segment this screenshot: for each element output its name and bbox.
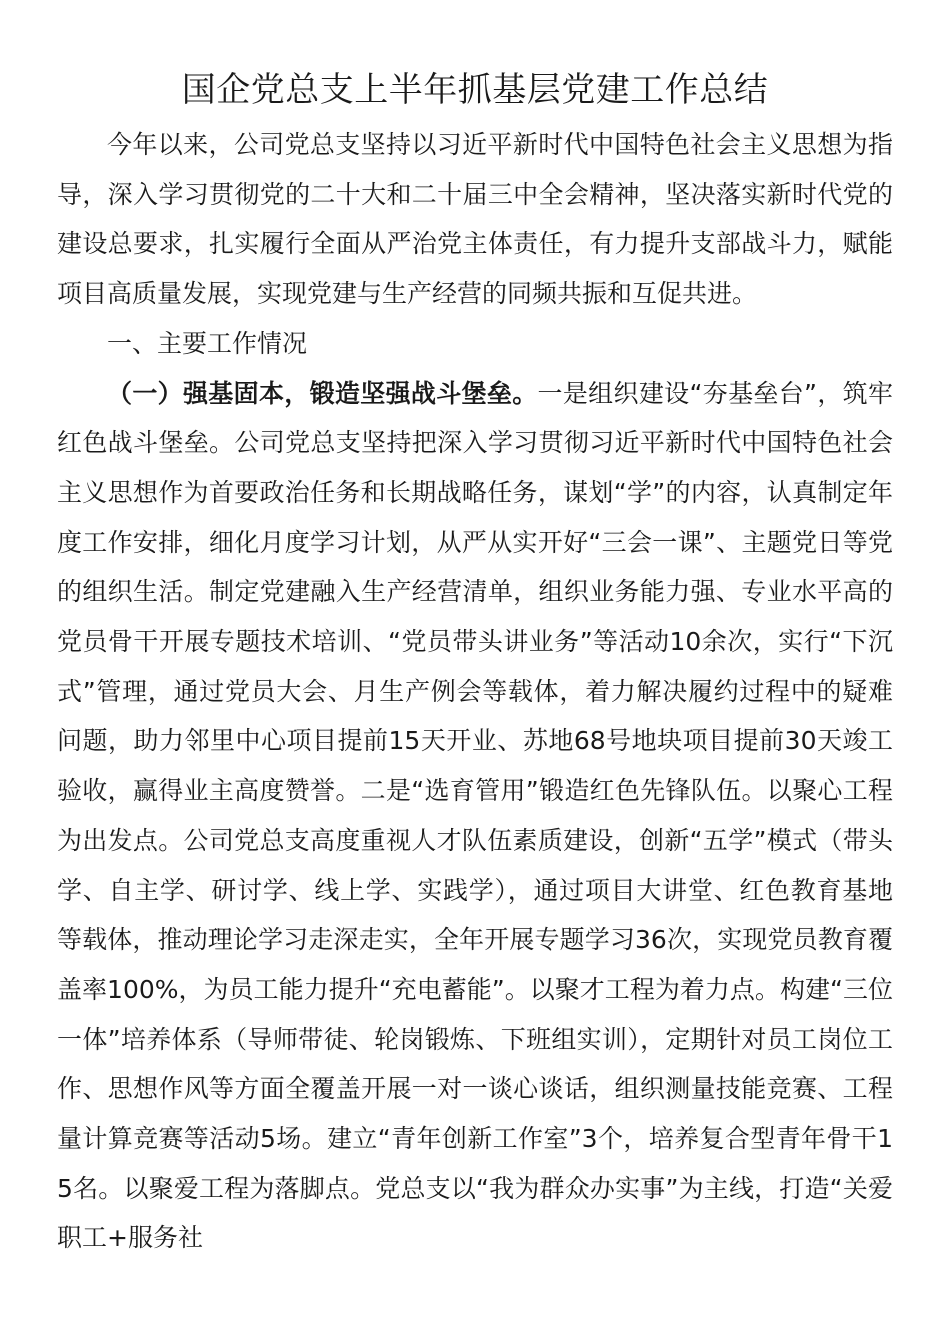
document-title: 国企党总支上半年抓基层党建工作总结: [181, 70, 769, 110]
intro-paragraph: 今年以来，公司党总支坚持以习近平新时代中国特色社会主义思想为指导，深入学习贯彻党的二十大和二十届三中全会精神，坚决落实新时代党的建设总要求，扎实履行全面从严治党主体责任，有力提升支部战斗力，赋能项目高质量发展，实现党建与生产经营的同频共振和互促共进。: [57, 130, 893, 309]
subsection-body: 一是组织建设“夯基垒台”，筑牢红色战斗堡垒。公司党总支坚持把深入学习贯彻习近平新时代中国特色社会主义思想作为首要政治任务和长期战略任务，谋划“学”的内容，认真制定年度工作安排，细化月度学习计划，从严从实开好“三会一课”、主题党日等党的组织生活。制定党建融入生产经营清单，组织业务能力强、专业水平高的党员骨干开展专题技术培训、“党员带头讲业务”等活动10余次，实行“下沉式”管理，通过党员大会、月生产例会等载体，着力解决履约过程中的疑难问题，助力邻里中心项目提前15天开业、苏地68号地块项目提前30天竣工验收，赢得业主高度赞誉。二是“选育管用”锻造红色先锋队伍。以聚心工程为出发点。公司党总支高度重视人才队伍素质建设，创新“五学”模式（带头学、自主学、研讨学、线上学、实践学），通过项目大讲堂、红色教育基地等载体，推动理论学习走深走实，全年开展专题学习36次，实现党员教育覆盖率100%，为员工能力提升“充电蓄能”。以聚才工程为着力点。构建“三位一体”培养体系（导师带徒、轮岗锻炼、下班组实训），定期针对员工岗位工作、思想作风等方面全覆盖开展一对一谈心谈话，组织测量技能竞赛、工程量计算竞赛等活动5场。建立“青年创新工作室”3个，培养复合型青年骨干15名。以聚爱工程为落脚点。党总支以“我为群众办实事”为主线，打造“关爱职工+服务社: [57, 378, 893, 1253]
subsection-lead: （一）强基固本，锻造坚强战斗堡垒。: [107, 378, 538, 408]
section-heading-main-work: 一、主要工作情况: [107, 328, 308, 358]
document-page: [57, 60, 893, 1263]
subsection-paragraph-1: [57, 369, 893, 1264]
